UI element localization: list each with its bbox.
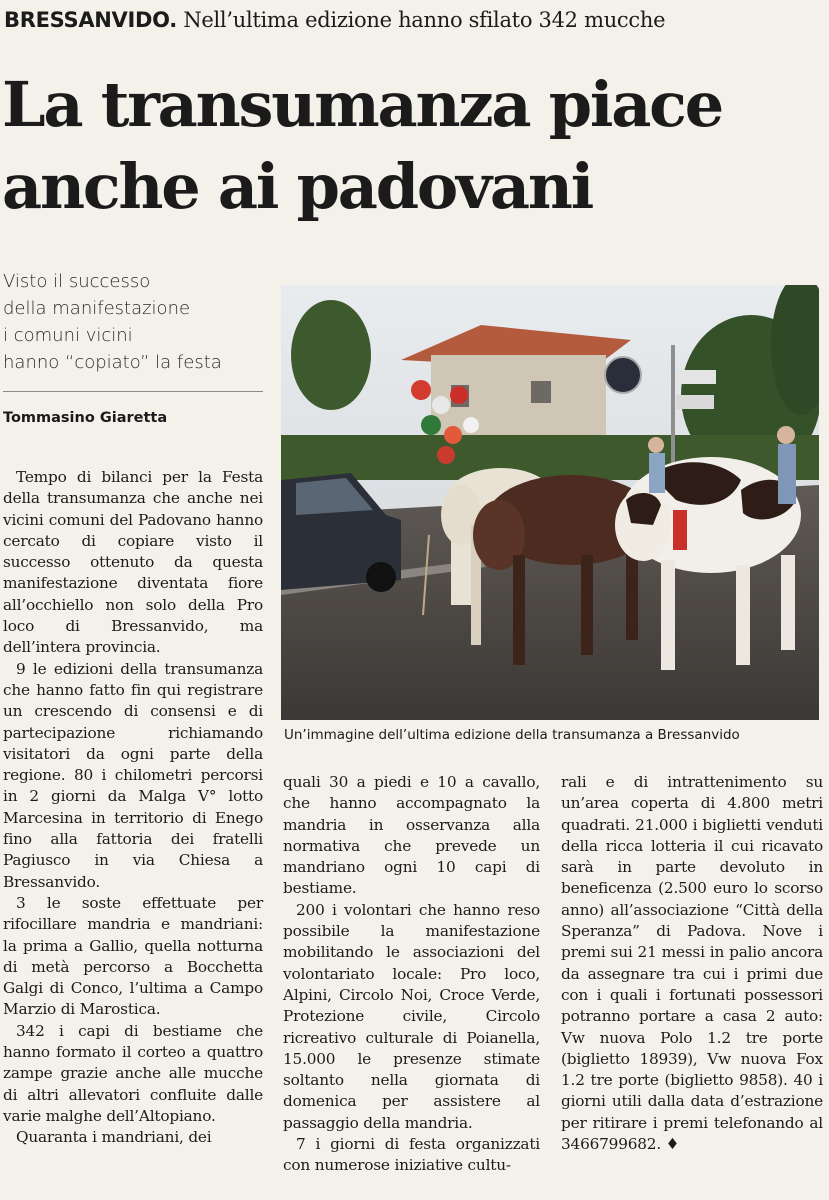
- subhead-line-3: i comuni vicini: [3, 325, 133, 346]
- kicker-text: Nell’ultima edizione hanno sfilato 342 mucche: [183, 8, 666, 32]
- subheadline: [3, 268, 258, 376]
- paragraph: rali e di intrattenimento su un’area coperta di 4.800 metri quadrati. 21.000 i biglietti venduti della ricca lotteria il cui ricavato sarà in parte devoluto in beneficenza (2.500 euro lo scorso anno) all’associazione “Città della Speranza” di Padova. Nove i premi sui 21 messi in palio ancora da assegnare tra cui i primi due con i quali i fortunati possessori potranno portare a casa 2 auto: Vw nuova Polo 1.2 tre porte (biglietto 18939), Vw nuova Fox 1.2 tre porte (biglietto 9858). 40 i giorni utili dalla data d’estrazione per ritirare i premi telefonando al 3466799682. ♦: [561, 773, 823, 1154]
- paragraph: 342 i capi di bestiame che hanno formato il corteo a quattro zampe grazie anche alle mucche di altri allevatori confluite dalle varie malghe dell’Altopiano.: [3, 1021, 263, 1125]
- paragraph: Tempo di bilanci per la Festa della transumanza che anche nei vicini comuni del Padovano hanno cercato di copiare visto il successo ottenuto da questa manifestazione diventata fiore all’occhiello non solo della Pro loco di Bressanvido, ma dell’intera provincia.: [3, 468, 263, 657]
- paragraph: 200 i volontari che hanno reso possibile la manifestazione mobilitando le associazioni del volontariato locale: Pro loco, Alpini, Circolo Noi, Croce Verde, Protezione civile, Circolo ricreativo culturale di Poianella, 15.000 le presenze stimate soltanto nella giornata di domenica per assistere al passaggio della mandria.: [283, 900, 540, 1132]
- body-column-3: [561, 772, 823, 1155]
- subhead-line-2: della manifestazione: [3, 298, 191, 319]
- body-column-1: [3, 467, 263, 1149]
- headline: [2, 64, 827, 228]
- subhead-line-4: hanno “copiato” la festa: [3, 352, 222, 373]
- article-photo: [281, 285, 819, 720]
- kicker-place: BRESSANVIDO.: [4, 8, 177, 32]
- author-byline: Tommasino Giaretta: [3, 410, 168, 426]
- divider: [3, 391, 263, 392]
- paragraph: quali 30 a piedi e 10 a cavallo, che hanno accompagnato la mandria in osservanza alla normativa che prevede un mandriano ogni 10 capi di bestiame.: [283, 773, 540, 898]
- paragraph: 7 i giorni di festa organizzati con numerose iniziative cultu-: [283, 1135, 540, 1175]
- paragraph: 3 le soste effettuate per rifocillare mandria e mandriani: la prima a Gallio, quella notturna di metà percorso a Bocchetta Galgi di Conco, l’ultima a Campo Marzio di Marostica.: [3, 893, 263, 1019]
- subhead-line-1: Visto il successo: [3, 271, 151, 292]
- paragraph: 9 le edizioni della transumanza che hanno fatto fin qui registrare un crescendo di consensi e di partecipazione richiamando visitatori da ogni parte della regione. 80 i chilometri percorsi in 2 giorni da Malga V° lotto Marcesina in territorio di Enego fino alla fattoria dei fratelli Pagiusco in via Chiesa a Bressanvido.: [3, 659, 263, 891]
- paragraph: Quaranta i mandriani, dei: [16, 1128, 212, 1147]
- kicker: [4, 8, 824, 32]
- body-column-2: [283, 772, 540, 1177]
- headline-line-1: La transumanza piace: [2, 68, 722, 141]
- headline-line-2: anche ai padovani: [2, 150, 593, 223]
- photo-caption: Un’immagine dell’ultima edizione della transumanza a Bressanvido: [284, 727, 740, 743]
